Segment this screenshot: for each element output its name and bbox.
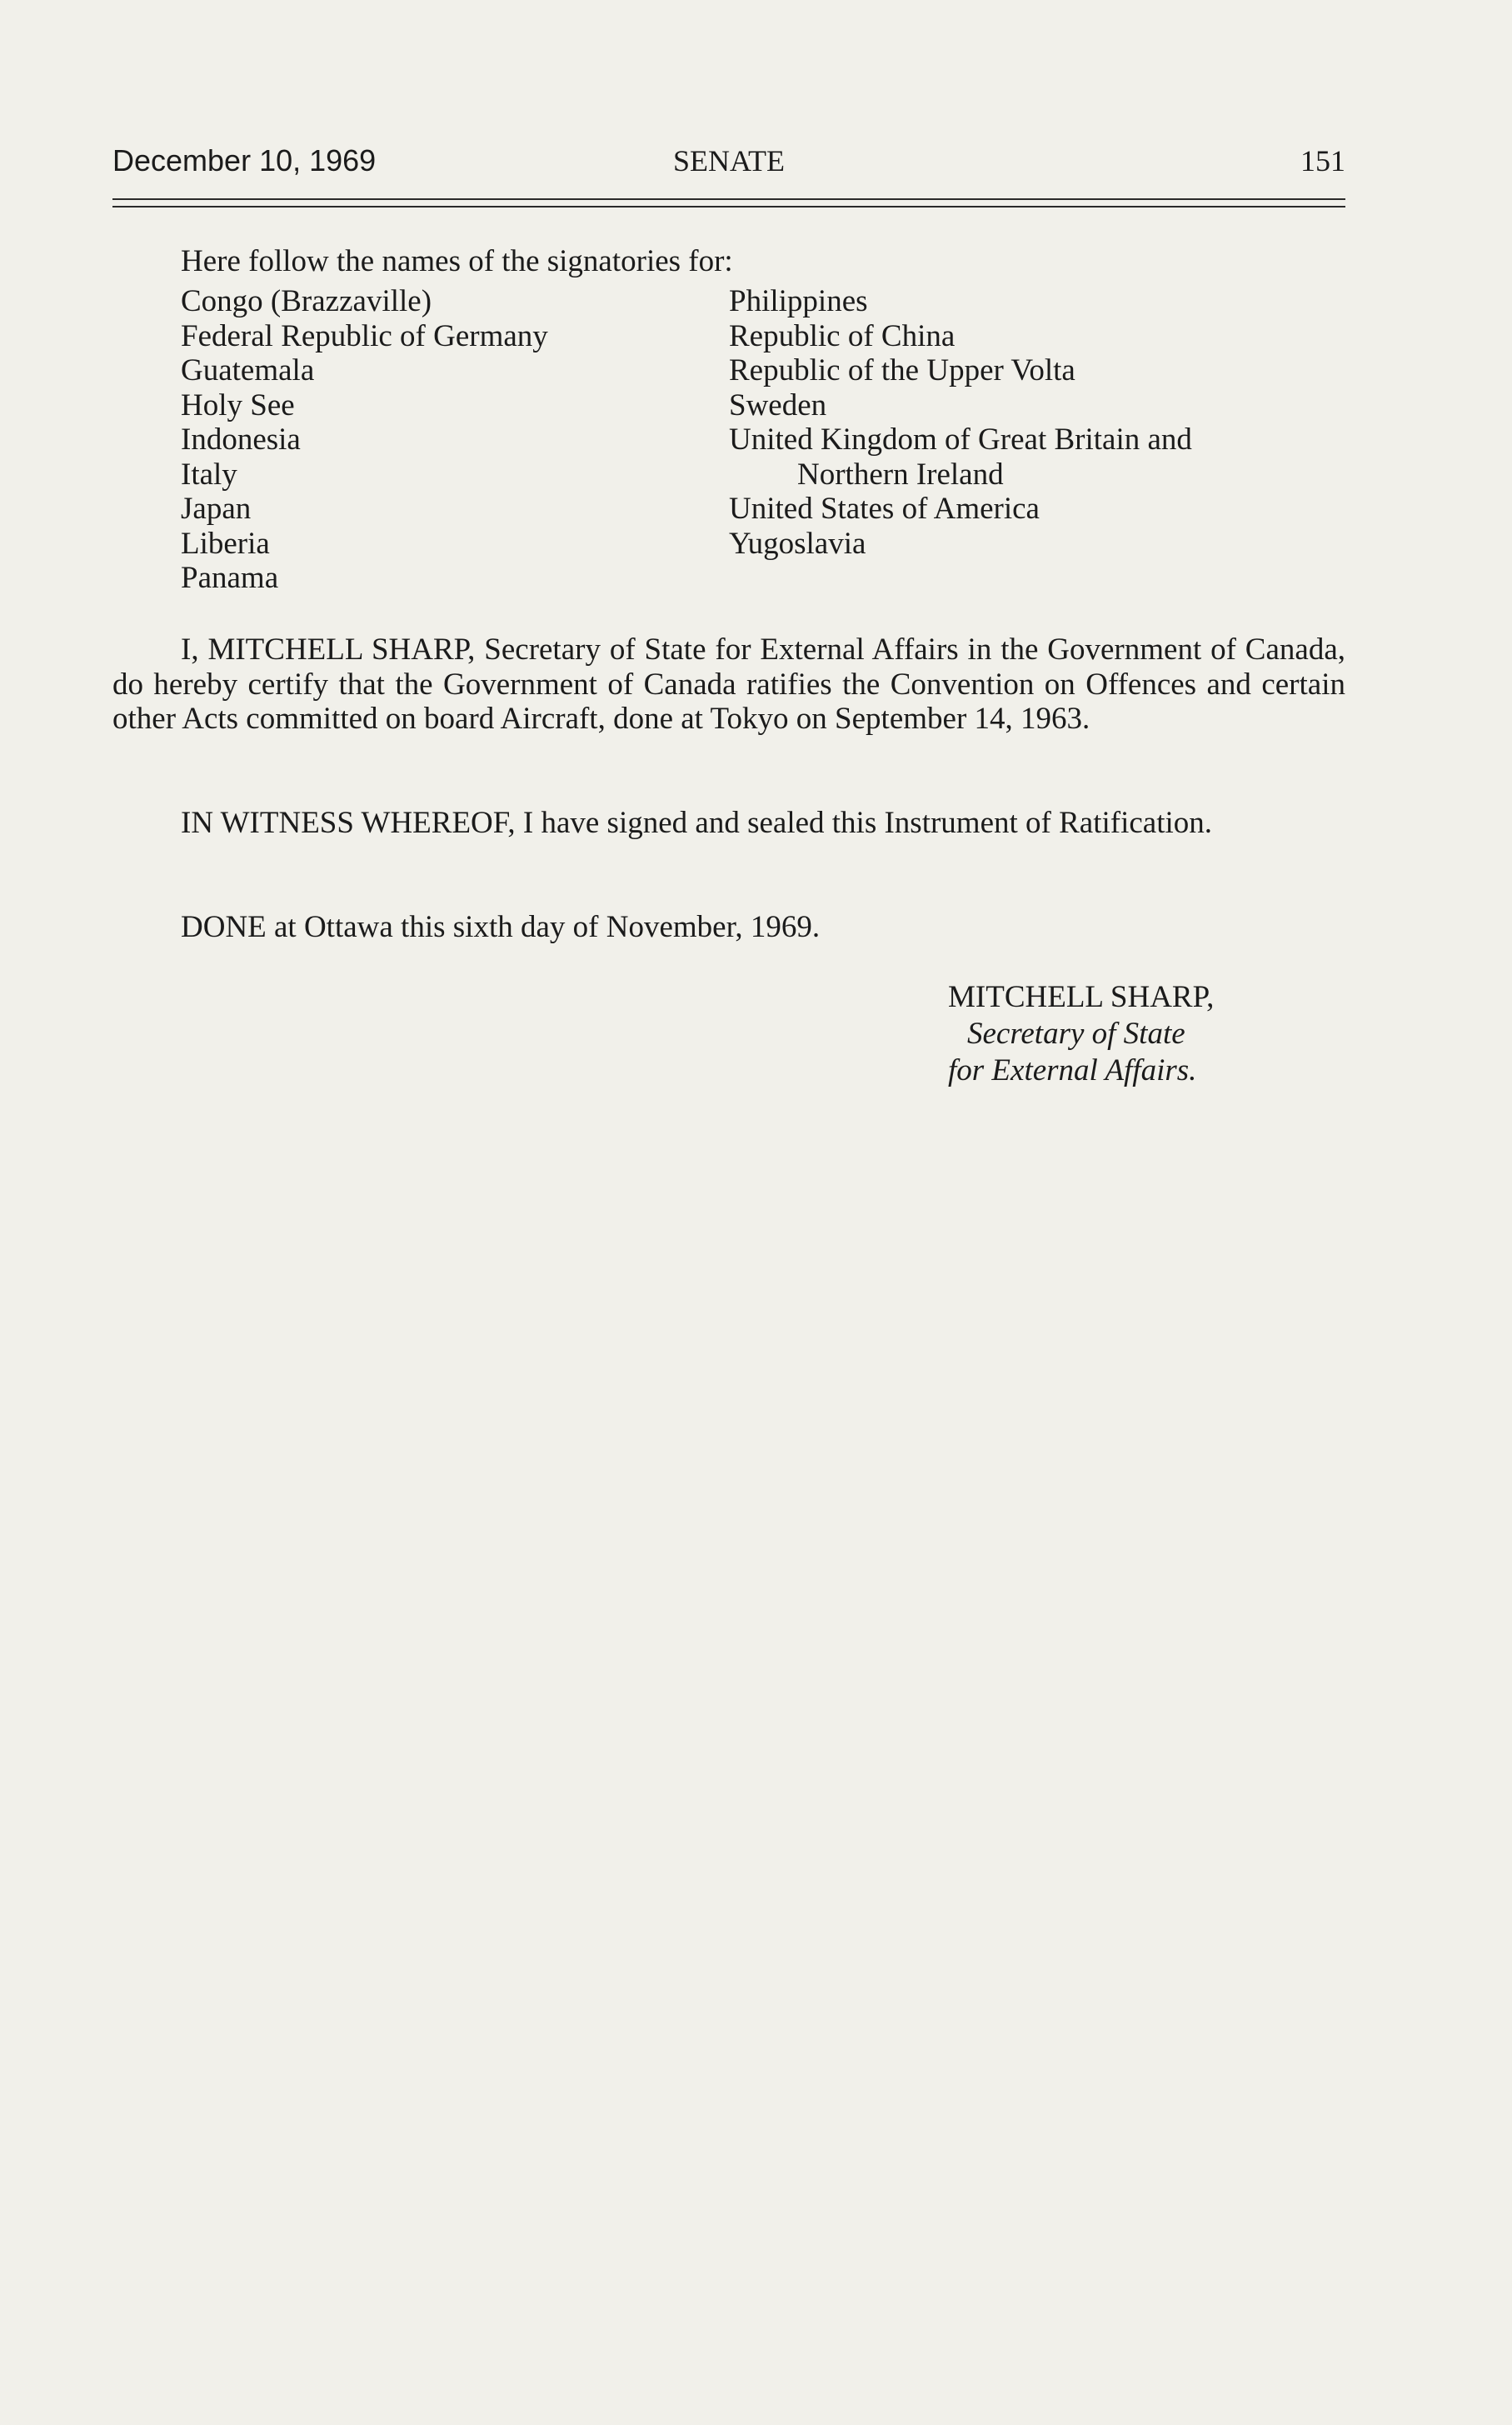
signatories-right-column [729, 284, 1192, 561]
signatory-item: United States of America [729, 492, 1040, 526]
signatory-name: MITCHELL SHARP, [948, 980, 1215, 1014]
signatory-item: Guatemala [181, 353, 315, 388]
signatory-item: Panama [181, 561, 279, 595]
signatory-item: Indonesia [181, 422, 301, 457]
signatory-item: Congo (Brazzaville) [181, 284, 432, 318]
witness-paragraph: IN WITNESS WHEREOF, I have signed and sealed this Instrument of Ratification. [181, 806, 1213, 840]
signature-block [948, 979, 1214, 1089]
signatory-item: Holy See [181, 388, 295, 422]
signatory-item: Italy [181, 457, 237, 492]
done-paragraph: DONE at Ottawa this sixth day of November, 1969. [181, 910, 821, 944]
signatory-title-line-2: for External Affairs. [948, 1053, 1197, 1088]
signatory-item: Yugoslavia [729, 526, 866, 561]
signatory-item: Federal Republic of Germany [181, 318, 548, 353]
header-title: SENATE [673, 144, 785, 178]
signatory-item: Republic of China [729, 318, 956, 353]
header-rule-top [112, 198, 1345, 200]
signatory-item: Liberia [181, 526, 270, 561]
signatory-item: Sweden [729, 388, 827, 422]
header-date: December 10, 1969 [112, 143, 377, 178]
page-number: 151 [1300, 144, 1345, 178]
signatory-item: Philippines [729, 284, 868, 318]
signatory-item-continuation: Northern Ireland [797, 457, 1004, 492]
header-rule-bottom [112, 206, 1345, 208]
signatories-intro: Here follow the names of the signatories for: [181, 244, 733, 278]
signatory-item: Japan [181, 492, 252, 526]
signatory-item: Republic of the Upper Volta [729, 353, 1075, 388]
running-head [112, 140, 1345, 182]
certification-paragraph: I, MITCHELL SHARP, Secretary of State for External Affairs in the Government of Canada, do hereby certify that the Government of Canada ratifies the Convention on Offences and certain other Acts committed on board Aircraft, done at Tokyo on September 14, 1963. [112, 632, 1345, 736]
signatories-left-column [181, 284, 548, 596]
signatory-title-line-1: Secretary of State [967, 1017, 1185, 1051]
signatory-item: United Kingdom of Great Britain and [729, 422, 1192, 457]
